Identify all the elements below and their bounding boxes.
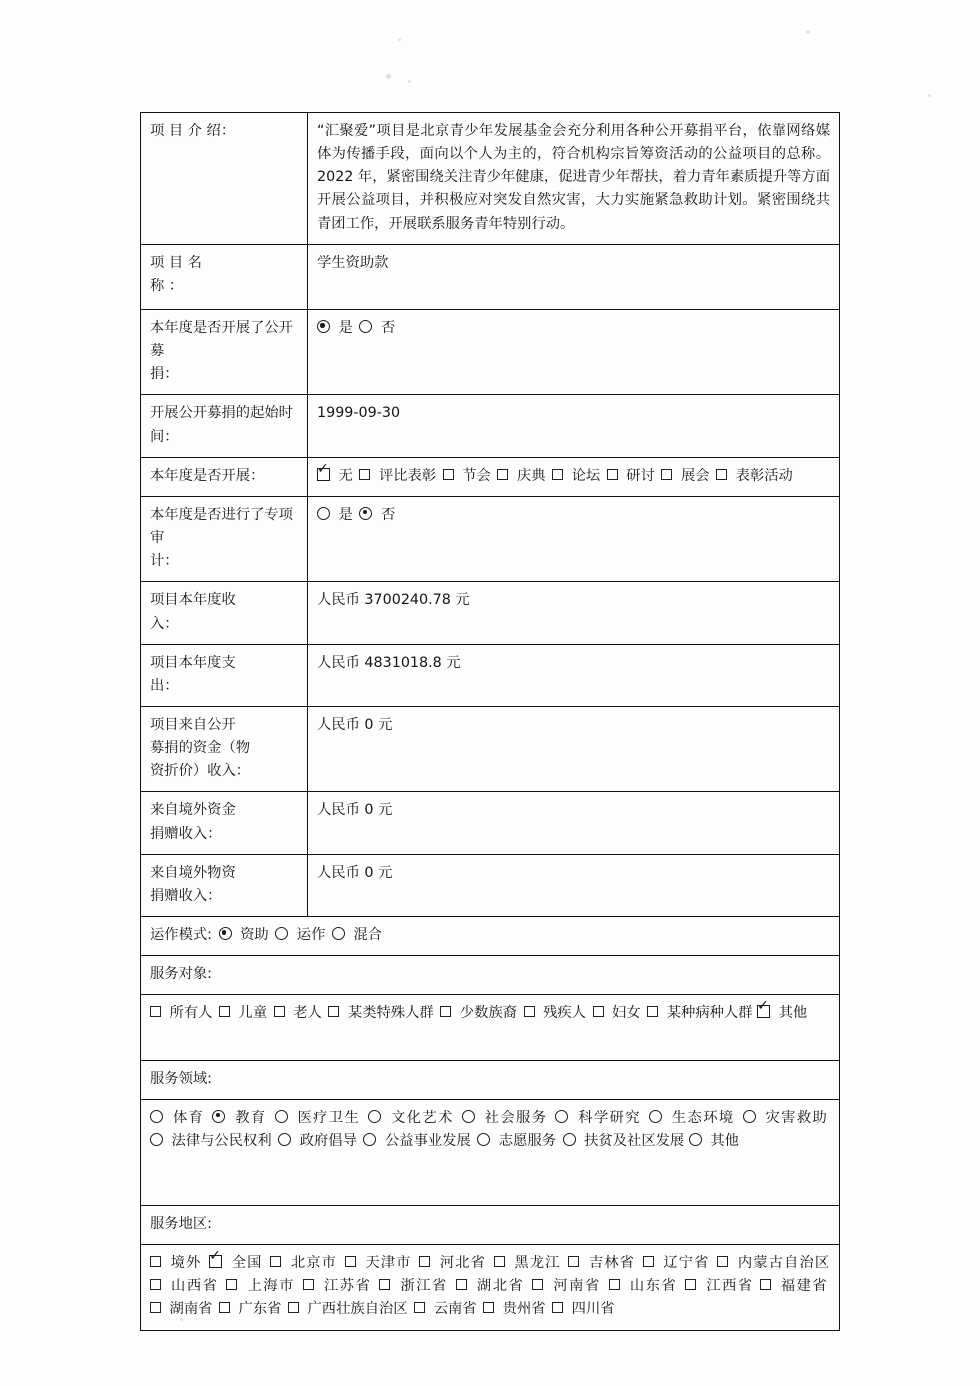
checkbox-label: 其他 [778,1005,808,1022]
expense-label-2: 出： [150,677,179,694]
checkbox-label: 研讨 [626,467,655,484]
radio-label: 其他 [710,1132,739,1149]
public-fund-value-cell [308,706,840,791]
scan-speck [386,74,391,79]
checkbox-label: 浙江省 [400,1278,448,1295]
checkbox-empty-icon [643,1256,654,1267]
checkbox-empty-icon [483,1302,494,1313]
checkbox-option-region-heilongjiang[interactable] [494,1255,567,1271]
checkbox-option-region-hunan[interactable] [150,1301,217,1317]
checkbox-option-region-nationwide[interactable] [209,1255,268,1271]
radio-label: 体育 [172,1109,205,1126]
radio-empty-icon [317,507,330,520]
radio-empty-icon [150,1110,163,1123]
checkbox-label: 所有人 [169,1005,213,1022]
checkbox-label: 江苏省 [323,1278,372,1295]
income-value: 人民币 3700240.78 元 [317,592,470,609]
checkbox-checked-icon [317,468,330,481]
checkbox-empty-icon [443,469,454,480]
checkbox-checked-icon [757,1005,770,1018]
radio-option-field-law-rights[interactable] [150,1133,276,1149]
checkbox-option-region-beijing[interactable] [270,1255,343,1271]
table-row-field-head [141,1060,840,1099]
radio-option-audit-yes[interactable] [317,507,357,523]
checkbox-option-target-minority[interactable] [440,1005,521,1021]
start-date-label-2: 间： [150,428,179,445]
scan-speck [408,80,411,83]
radio-option-field-culture-art[interactable] [368,1110,460,1126]
table-row-overseas-money [141,792,840,854]
radio-label: 科学研究 [578,1109,641,1126]
checkbox-label: 广西壮族自治区 [307,1301,408,1318]
radio-empty-icon [563,1133,576,1146]
checkbox-label: 某种病种人群 [666,1005,753,1022]
activities-label-cell [141,457,308,496]
target-head-cell [141,956,840,995]
public-fund-label-cell [141,706,308,791]
radio-empty-icon [332,927,345,940]
checkbox-empty-icon [419,1256,430,1267]
target-options-spacer [150,1026,830,1052]
radio-label: 医疗卫生 [297,1109,361,1126]
checkbox-empty-icon [274,1006,285,1017]
checkbox-label: 辽宁省 [663,1255,710,1272]
radio-label: 混合 [353,927,383,944]
checkbox-option-region-henan[interactable] [532,1278,606,1294]
checkbox-empty-icon [226,1279,237,1290]
radio-option-field-government-advocacy[interactable] [278,1133,361,1149]
overseas-goods-label-cell [141,854,308,916]
checkbox-label: 山西省 [171,1278,219,1295]
region-head-cell [141,1206,840,1245]
checkbox-empty-icon [716,469,727,480]
audit-options-cell [308,496,840,581]
checkbox-option-activity-festival[interactable] [443,465,491,488]
checkbox-empty-icon [497,469,508,480]
checkbox-label: 论坛 [571,467,601,484]
checkbox-label: 妇女 [612,1005,641,1022]
service-target-heading: 服务对象: [150,966,213,983]
checkbox-label: 四川省 [571,1301,615,1318]
radio-empty-icon [743,1110,756,1123]
expense-value: 人民币 4831018.8 元 [317,654,461,671]
checkbox-empty-icon [607,469,618,480]
checkbox-label: 福建省 [780,1278,829,1295]
radio-selected-icon [317,320,330,333]
project-name-label-2: 称 ： [150,277,184,294]
checkbox-empty-icon [647,1006,658,1017]
radio-selected-icon [359,507,372,520]
income-label-2: 入： [150,615,179,632]
intro-text: “汇聚爱”项目是北京青少年发展基金会充分利用各种公开募捐平台，依靠网络媒体为传播手段，面向以个人为主的，符合机构宗旨筹资活动的公益项目的总称。2022 年，紧密围绕关注青少年健康，促进青少年帮扶，着力青年素质提升等方面开展公益项目，并积极应对突发自然灾害，大力实施紧急救助计划。紧密围绕共青团工作，开展联系服务青年特别行动。 [317,123,830,232]
checkbox-option-activity-commendation[interactable] [716,465,793,488]
project-name-value: 学生资助款 [317,254,389,271]
operation-mode-cell [141,917,840,956]
checkbox-empty-icon [379,1279,390,1290]
income-value-cell [308,582,840,644]
project-name-label-line1 [150,252,298,275]
audit-label-1: 本年度是否进行了专项审 [150,506,293,547]
checkbox-option-region-hebei[interactable] [419,1255,492,1271]
checkbox-empty-icon [661,469,672,480]
radio-empty-icon [275,927,288,940]
radio-option-audit-no[interactable] [359,507,395,523]
table-row-public-fundraising [141,309,840,394]
checkbox-label: 庆典 [516,467,546,484]
table-row-annual-expense [141,644,840,706]
checkbox-empty-icon [345,1256,356,1267]
overseas-goods-value: 人民币 0 元 [317,864,393,881]
checkbox-label: 少数族裔 [459,1005,517,1022]
checkbox-option-activity-appraisal[interactable] [359,465,436,488]
radio-empty-icon [278,1133,291,1146]
radio-option-field-social-service[interactable] [462,1110,554,1126]
checkbox-label: 展会 [680,467,710,484]
checkbox-option-region-jilin[interactable] [568,1255,641,1271]
scan-speck [928,94,931,97]
overseas-money-label-1: 来自境外资金 [150,802,236,819]
radio-label: 否 [380,319,396,336]
field-options-cell [141,1099,840,1205]
checkbox-label: 河南省 [553,1278,601,1295]
radio-empty-icon [689,1133,702,1146]
project-name-value-cell [308,244,840,309]
fundraising-options-cell [308,309,840,394]
radio-empty-icon [363,1133,376,1146]
checkbox-option-region-guangxi[interactable] [288,1301,412,1317]
radio-empty-icon [477,1133,490,1146]
checkbox-empty-icon [532,1279,543,1290]
radio-option-field-volunteer[interactable] [477,1133,560,1149]
checkbox-label: 某类特殊人群 [347,1005,434,1022]
income-label-cell [141,582,308,644]
overseas-goods-value-cell [308,854,840,916]
fundraising-label-cell [141,309,308,394]
checkbox-option-region-guangdong[interactable] [219,1301,286,1317]
scan-speck [806,30,810,34]
start-date-label-1: 开展公开募捐的起始时 [150,405,293,422]
expense-label-cell [141,644,308,706]
public-fund-label-2: 募捐的资金（物 [150,740,251,757]
table-row-intro [141,113,840,245]
project-name-spacer [317,275,830,301]
checkbox-empty-icon [219,1006,230,1017]
checkbox-empty-icon [524,1006,535,1017]
table-row-target-options [141,995,840,1060]
radio-label: 灾害救助 [765,1109,829,1126]
checkbox-label: 节会 [462,467,491,484]
checkbox-option-region-fujian[interactable] [760,1278,828,1294]
checkbox-label: 河北省 [439,1255,487,1272]
radio-option-fundraise-no[interactable] [359,320,395,336]
radio-empty-icon [555,1110,568,1123]
checkbox-empty-icon [760,1279,771,1290]
project-name-label-cell [141,244,308,309]
service-field-heading: 服务领域: [150,1070,213,1087]
checkbox-empty-icon [440,1006,451,1017]
checkbox-option-target-other[interactable] [757,1005,807,1021]
radio-option-mode-mixed[interactable] [332,927,382,943]
table-row-annual-income [141,582,840,644]
radio-label: 运作 [296,927,326,944]
checkbox-option-region-guizhou[interactable] [483,1301,550,1317]
project-name-label-1: 项 目 名 [150,254,202,271]
public-fund-label-1: 项目来自公开 [150,716,236,733]
radio-option-mode-operating[interactable] [275,927,330,943]
table-row-activities [141,457,840,496]
checkbox-label: 云南省 [433,1301,477,1318]
checkbox-label: 吉林省 [588,1255,636,1272]
radio-label: 志愿服务 [498,1132,557,1149]
table-row-region-options [141,1245,840,1330]
overseas-money-value: 人民币 0 元 [317,802,393,819]
table-row-field-options [141,1099,840,1205]
radio-option-mode-funding[interactable] [219,927,274,943]
table-row-target-head [141,956,840,995]
checkbox-empty-icon [150,1279,161,1290]
radio-label: 是 [338,506,353,523]
public-fund-label-3: 资折价）收入： [150,763,251,780]
radio-label: 否 [380,506,396,523]
overseas-goods-label-1: 来自境外物资 [150,864,236,881]
checkbox-empty-icon [328,1006,339,1017]
checkbox-option-target-disabled[interactable] [524,1005,591,1021]
radio-label: 法律与公民权利 [171,1132,272,1149]
checkbox-option-region-shanxi[interactable] [150,1278,224,1294]
audit-label-cell [141,496,308,581]
checkbox-label: 湖南省 [169,1301,213,1318]
checkbox-empty-icon [685,1279,696,1290]
radio-option-field-poverty-community[interactable] [563,1133,689,1149]
radio-label: 扶贫及社区发展 [584,1132,685,1149]
radio-label: 公益事业发展 [385,1132,471,1149]
radio-selected-icon [212,1110,225,1123]
checkbox-checked-icon [209,1255,222,1268]
checkbox-empty-icon [150,1006,161,1017]
checkbox-label: 黑龙江 [514,1255,561,1272]
checkbox-option-target-children[interactable] [219,1005,272,1021]
table-row-start-date [141,395,840,457]
table-row-project-name [141,244,840,309]
radio-option-fundraise-yes[interactable] [317,320,357,336]
checkbox-option-region-zhejiang[interactable] [379,1278,453,1294]
checkbox-empty-icon [303,1279,314,1290]
radio-label: 教育 [235,1109,267,1126]
checkbox-empty-icon [552,469,563,480]
checkbox-empty-icon [717,1256,728,1267]
activities-label: 本年度是否开展： [150,467,265,484]
intro-value-cell [308,113,840,245]
checkbox-label: 老人 [293,1005,322,1022]
service-region-heading: 服务地区: [150,1216,213,1232]
checkbox-label: 上海市 [247,1278,295,1295]
checkbox-option-target-disease-group[interactable] [647,1005,757,1021]
checkbox-option-region-shanghai[interactable] [226,1278,300,1294]
checkbox-empty-icon [270,1256,281,1267]
checkbox-option-target-special-group[interactable] [328,1005,438,1021]
checkbox-label: 境外 [170,1255,202,1272]
checkbox-label: 山东省 [629,1278,678,1295]
expense-value-cell [308,644,840,706]
overseas-money-label-2: 捐赠收入： [150,825,222,842]
radio-empty-icon [462,1110,475,1123]
checkbox-empty-icon [494,1256,505,1267]
checkbox-option-region-jiangxi[interactable] [685,1278,759,1294]
radio-option-field-science[interactable] [555,1110,647,1126]
radio-label: 文化艺术 [391,1109,454,1126]
radio-option-field-health[interactable] [275,1110,367,1126]
checkbox-option-region-hubei[interactable] [456,1278,530,1294]
overseas-goods-label-2: 捐赠收入： [150,887,222,904]
checkbox-label: 全国 [231,1255,263,1272]
table-row-special-audit [141,496,840,581]
project-info-table [140,112,840,1331]
checkbox-option-target-everyone[interactable] [150,1005,217,1021]
checkbox-option-region-liaoning[interactable] [643,1255,716,1271]
checkbox-label: 内蒙古自治区 [737,1255,831,1272]
checkbox-option-region-sichuan[interactable] [552,1301,614,1317]
public-fund-value: 人民币 0 元 [317,716,393,733]
start-date-value-cell [308,395,840,457]
expense-label-1: 项目本年度支 [150,654,236,671]
checkbox-label: 贵州省 [502,1301,546,1318]
checkbox-option-activity-celebration[interactable] [497,465,545,488]
radio-option-field-sports[interactable] [150,1110,210,1126]
checkbox-label: 残疾人 [543,1005,586,1022]
checkbox-option-region-tianjin[interactable] [345,1255,418,1271]
checkbox-option-activity-none[interactable] [317,465,353,488]
table-row-overseas-goods [141,854,840,916]
checkbox-empty-icon [456,1279,467,1290]
checkbox-option-region-inner-mongolia[interactable] [717,1255,830,1271]
field-options-spacer [150,1153,830,1197]
region-options-cell [141,1245,840,1330]
checkbox-empty-icon [609,1279,620,1290]
checkbox-option-region-overseas[interactable] [150,1255,207,1271]
checkbox-option-region-jiangsu[interactable] [303,1278,377,1294]
checkbox-label: 儿童 [238,1005,268,1022]
radio-option-field-disaster-relief[interactable] [743,1110,829,1126]
checkbox-empty-icon [552,1302,563,1313]
operation-mode-label: 运作模式: [150,927,213,944]
radio-label: 生态环境 [671,1109,735,1126]
radio-selected-icon [219,927,232,940]
checkbox-option-activity-exhibition[interactable] [661,465,709,488]
checkbox-empty-icon [568,1256,579,1267]
radio-empty-icon [368,1110,381,1123]
income-label-1: 项目本年度收 [150,592,236,609]
radio-option-field-other[interactable] [689,1133,739,1149]
checkbox-label: 表彰活动 [735,467,793,484]
checkbox-option-target-women[interactable] [593,1005,646,1021]
fundraising-label-2: 捐： [150,366,179,383]
checkbox-empty-icon [359,469,370,480]
checkbox-option-region-shandong[interactable] [609,1278,683,1294]
checkbox-empty-icon [219,1302,230,1313]
checkbox-empty-icon [288,1302,299,1313]
radio-label: 政府倡导 [299,1132,357,1149]
checkbox-label: 无 [338,467,353,484]
checkbox-empty-icon [414,1302,425,1313]
radio-empty-icon [150,1133,163,1146]
radio-empty-icon [359,320,372,333]
radio-label: 资助 [240,927,269,944]
start-date-value: 1999-09-30 [317,405,401,422]
overseas-money-label-cell [141,792,308,854]
checkbox-option-activity-seminar[interactable] [607,465,655,488]
field-head-cell [141,1060,840,1099]
radio-option-field-ecology[interactable] [649,1110,741,1126]
radio-empty-icon [275,1110,288,1123]
radio-option-field-charity-development[interactable] [363,1133,475,1149]
checkbox-option-region-yunnan[interactable] [414,1301,481,1317]
checkbox-label: 江西省 [706,1278,754,1295]
checkbox-label: 天津市 [365,1255,412,1272]
checkbox-empty-icon [593,1006,604,1017]
checkbox-label: 评比表彰 [378,467,437,484]
intro-label: 项 目 介 绍： [150,123,236,139]
intro-label-cell [141,113,308,245]
checkbox-label: 湖北省 [476,1278,525,1295]
radio-label: 是 [338,319,353,336]
fundraising-label-1: 本年度是否开展了公开募 [150,319,293,360]
checkbox-empty-icon [150,1256,161,1267]
checkbox-option-target-elderly[interactable] [274,1005,327,1021]
radio-option-field-education[interactable] [212,1110,272,1126]
table-row-public-fund-income [141,706,840,791]
activities-options-cell [308,457,840,496]
scan-speck [398,38,401,41]
radio-empty-icon [649,1110,662,1123]
table-row-operation-mode [141,917,840,956]
checkbox-option-activity-forum[interactable] [552,465,600,488]
start-date-label-cell [141,395,308,457]
target-options-cell [141,995,840,1060]
checkbox-label: 广东省 [238,1301,282,1318]
intro-label-line1 [150,120,298,143]
table-row-region-head [141,1206,840,1245]
overseas-money-value-cell [308,792,840,854]
radio-label: 社会服务 [484,1109,548,1126]
audit-label-2: 计： [150,553,179,570]
checkbox-label: 北京市 [290,1255,338,1272]
checkbox-empty-icon [150,1302,161,1313]
